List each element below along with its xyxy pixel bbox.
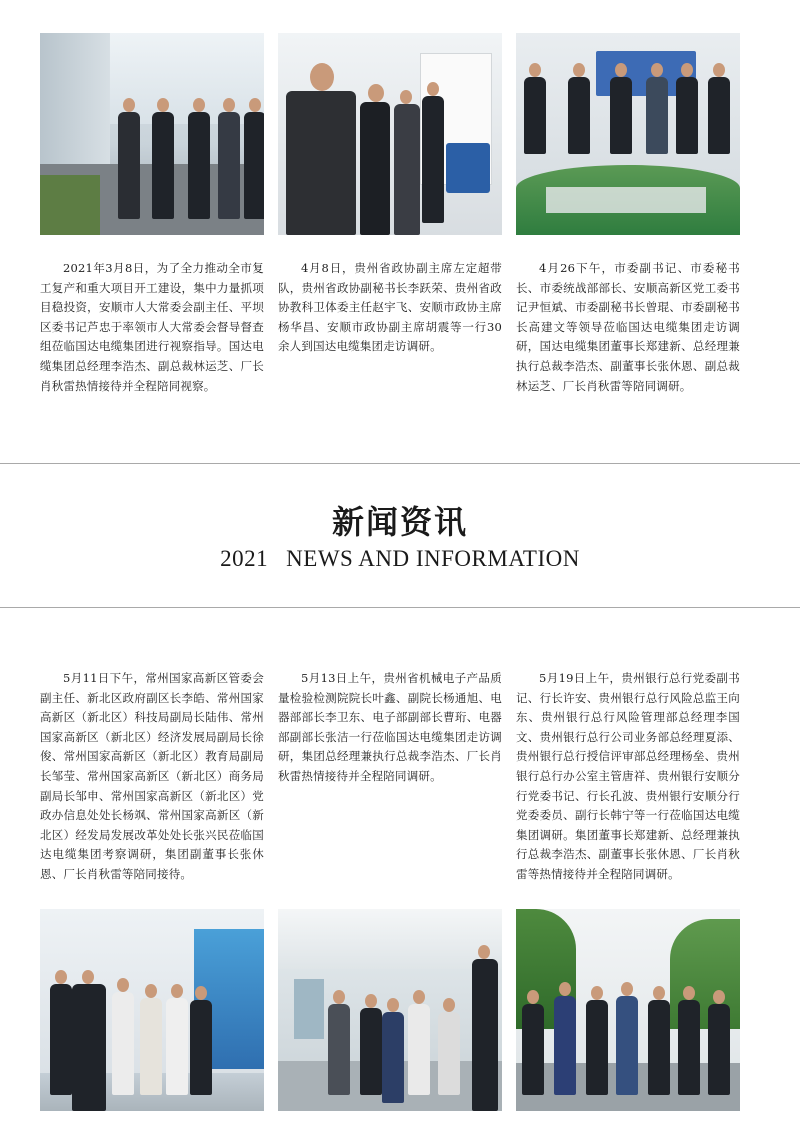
article-text-3: 4月26下午，市委副书记、市委秘书长、市委统战部部长、安顺高新区党工委书记尹恒斌、市委副秘书长曾琨、市委副秘书长高建文等领导莅临国达电缆集团走访调研，国达电缆集团董事长郑建新、总经理兼执行总裁李浩杰、副董事长张休恩、副总裁林运芝、厂长肖秋雷等陪同调研。: [516, 261, 740, 393]
photo-bottom-2: [278, 909, 502, 1111]
divider-bottom: [0, 607, 800, 608]
article-text-6: 5月19日上午，贵州银行总行党委副书记、行长许安、贵州银行总行风险总监王向东、贵州银行总行风险管理部总经理李国文、贵州银行总行公司业务部总经理夏添、贵州银行总行授信评审部总经理杨垒、贵州银行总行办公室主管唐祥、贵州银行安顺分行党委书记、行长孔波、贵州银行安顺分行党委委员、副行长韩宁等一行莅临国达电缆集团调研。集团董事长郑建新、总经理兼执行总裁李浩杰、副董事长张休恩、厂长肖秋雷等热情接待并全程陪同调研。: [516, 671, 740, 881]
photo-top-1: [40, 33, 264, 235]
article-text-1: 2021年3月8日，为了全力推动全市复工复产和重大项目开工建设，集中力量抓项目稳投资，安顺市人大常委会副主任、平坝区委书记芦忠于率领市人大常委会督导督查组莅临国达电缆集团进行视察指导。国达电缆集团总经理李浩杰、副总裁林运芝、厂长肖秋雷热情接待并全程陪同视察。: [40, 261, 264, 393]
year-label: 2021: [220, 546, 269, 571]
photo-bottom-1: [40, 909, 264, 1111]
article-text-4: 5月11日下午，常州国家高新区管委会副主任、新北区政府副区长李皓、常州国家高新区（新北区）科技局副局长陆伟、常州国家高新区（新北区）经济发展局副局长徐俊、常州国家高新区（新北区）教育局副局长邹莹、常州国家高新区（新北区）商务局副局长邹申、常州国家高新区（新北区）党政办信息处处长杨飒、常州国家高新区（新北区）经发局发展改革处处长张兴民莅临国达电缆集团考察调研，集团副董事长张休恩、厂长肖秋雷等陪同接待。: [40, 671, 264, 881]
photo-bottom-3: [516, 909, 740, 1111]
article-text-2: 4月8日，贵州省政协副主席左定超带队，贵州省政协副秘书长李跃荣、贵州省政协教科卫体委主任赵宇飞、安顺市政协主席杨华昌、安顺市政协副主席胡震等一行30余人到国达电缆集团走访调研。: [278, 261, 502, 354]
photo-top-3: [516, 33, 740, 235]
divider-top: [0, 463, 800, 464]
page-subtitle: [0, 546, 800, 572]
page-title: 新闻资讯: [331, 503, 468, 541]
title-en: NEWS AND INFORMATION: [286, 546, 580, 571]
photo-top-2: [278, 33, 502, 235]
article-text-5: 5月13日上午，贵州省机械电子产品质量检验检测院院长叶鑫、副院长杨通旭、电器部部长李卫东、电子部副部长曹珩、电器部副部长张洁一行莅临国达电缆集团走访调研，集团总经理兼执行总裁李浩杰、厂长肖秋雷热情接待并全程陪同调研。: [278, 671, 502, 783]
